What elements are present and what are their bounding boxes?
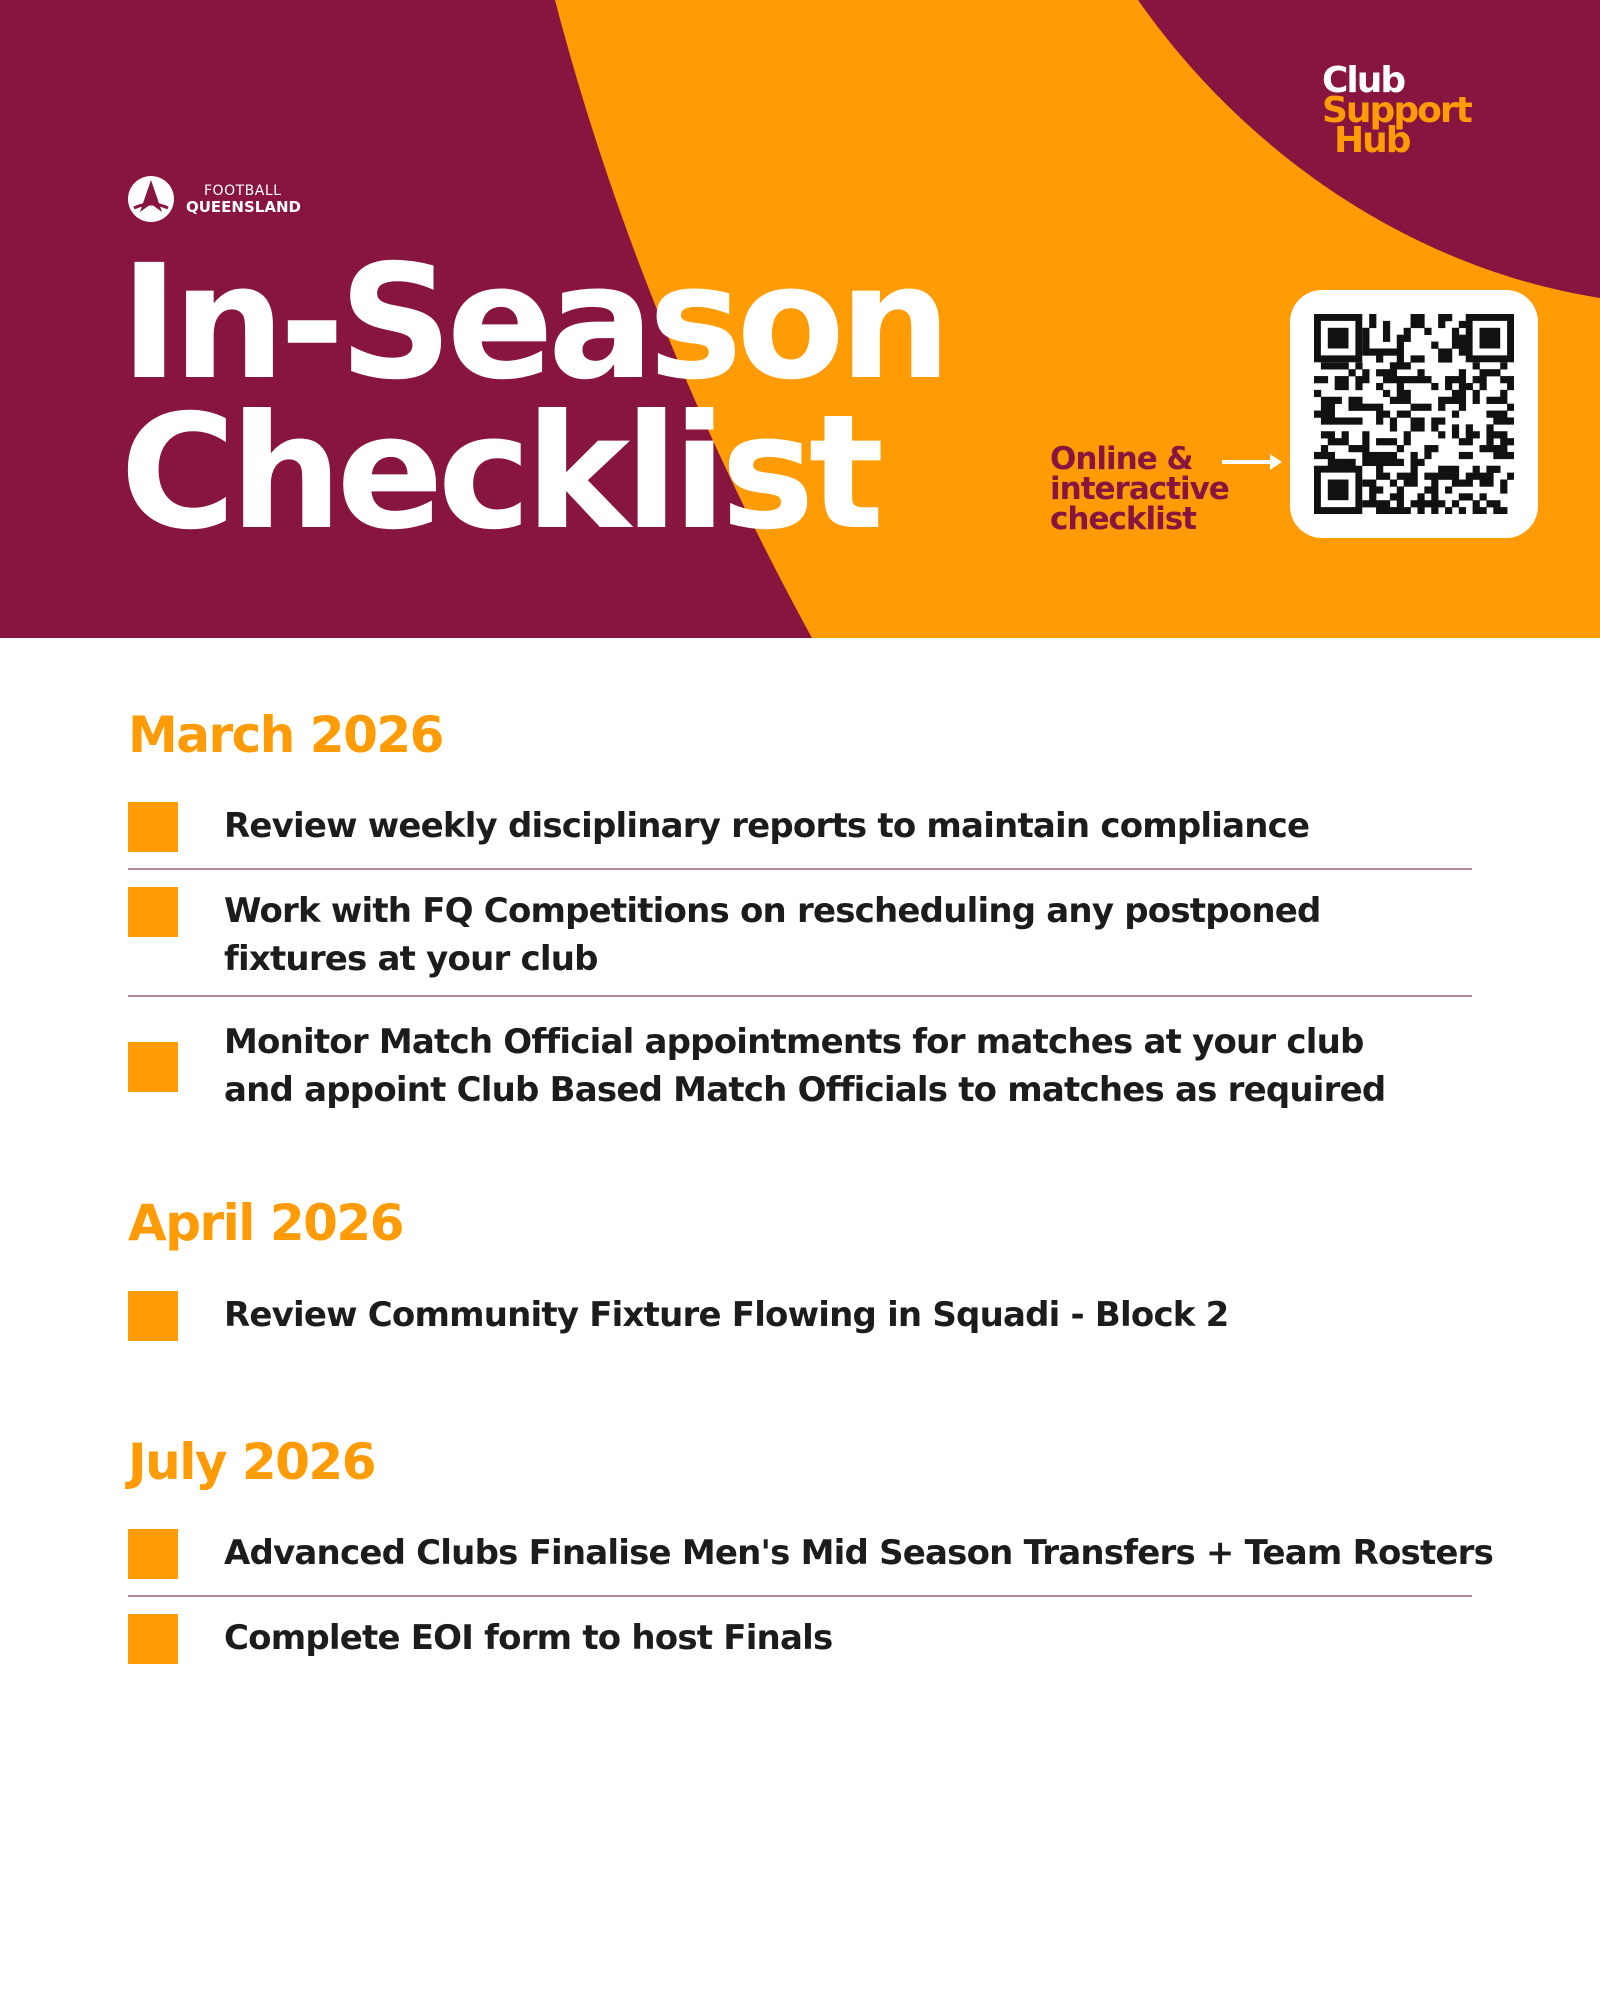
divider: [128, 995, 1472, 997]
online-line3: checklist: [1050, 501, 1196, 537]
item-text: Review Community Fixture Flowing in Squadi - Block 2: [224, 1295, 1229, 1335]
checklist-item[interactable]: [128, 802, 1528, 852]
divider: [128, 868, 1472, 870]
item-text: Complete EOI form to host Finals: [224, 1618, 833, 1658]
checkbox[interactable]: [128, 802, 178, 852]
checklist-item[interactable]: [128, 1022, 1528, 1110]
checkbox[interactable]: [128, 1529, 178, 1579]
checkbox[interactable]: [128, 1614, 178, 1664]
football-queensland-logo: [126, 174, 301, 224]
item-text-line1: Monitor Match Official appointments for matches at your club: [224, 1022, 1364, 1062]
section-april: [128, 1193, 1528, 1253]
hub-logo-line3: Hub: [1334, 120, 1410, 161]
online-line1: Online &: [1050, 441, 1193, 477]
item-text: Advanced Clubs Finalise Men's Mid Season Transfers + Team Rosters: [224, 1533, 1494, 1573]
checklist-item[interactable]: [128, 1529, 1528, 1579]
checklist-item[interactable]: [128, 1291, 1528, 1341]
section-july: [128, 1432, 1528, 1492]
online-line2: interactive: [1050, 471, 1229, 507]
hub-logo-line2: Support: [1322, 90, 1471, 131]
item-text: Review weekly disciplinary reports to maintain compliance: [224, 806, 1310, 846]
online-checklist-label: [1050, 441, 1229, 537]
divider: [128, 1595, 1472, 1597]
checklist-item[interactable]: [128, 1614, 1528, 1664]
section-march: [128, 705, 1528, 765]
item-text-line1: Work with FQ Competitions on rescheduling any postponed: [224, 891, 1321, 931]
checklist-item[interactable]: [128, 887, 1528, 979]
org-name-line2: QUEENSLAND: [186, 197, 301, 216]
qr-code-icon: [1314, 314, 1514, 514]
club-support-hub-logo: [1322, 60, 1471, 161]
checkbox[interactable]: [128, 1291, 178, 1341]
month-heading: July 2026: [128, 1433, 375, 1491]
org-name-line1: FOOTBALL: [204, 182, 282, 199]
header-banner: [0, 0, 1600, 638]
month-heading: April 2026: [128, 1194, 403, 1252]
item-text-line2: and appoint Club Based Match Officials to matches as required: [224, 1070, 1386, 1110]
arrow-right-icon: [1222, 452, 1284, 472]
month-heading: March 2026: [128, 706, 443, 764]
hub-logo-line1: Club: [1322, 60, 1405, 101]
item-text-line2: fixtures at your club: [224, 939, 598, 979]
fq-emblem-icon: [126, 174, 176, 224]
title-line1: In-Season: [120, 231, 946, 415]
checkbox[interactable]: [128, 887, 178, 937]
checkbox[interactable]: [128, 1042, 178, 1092]
qr-code[interactable]: [1290, 290, 1538, 538]
page-title: [120, 231, 946, 565]
title-line2: Checklist: [120, 381, 879, 565]
